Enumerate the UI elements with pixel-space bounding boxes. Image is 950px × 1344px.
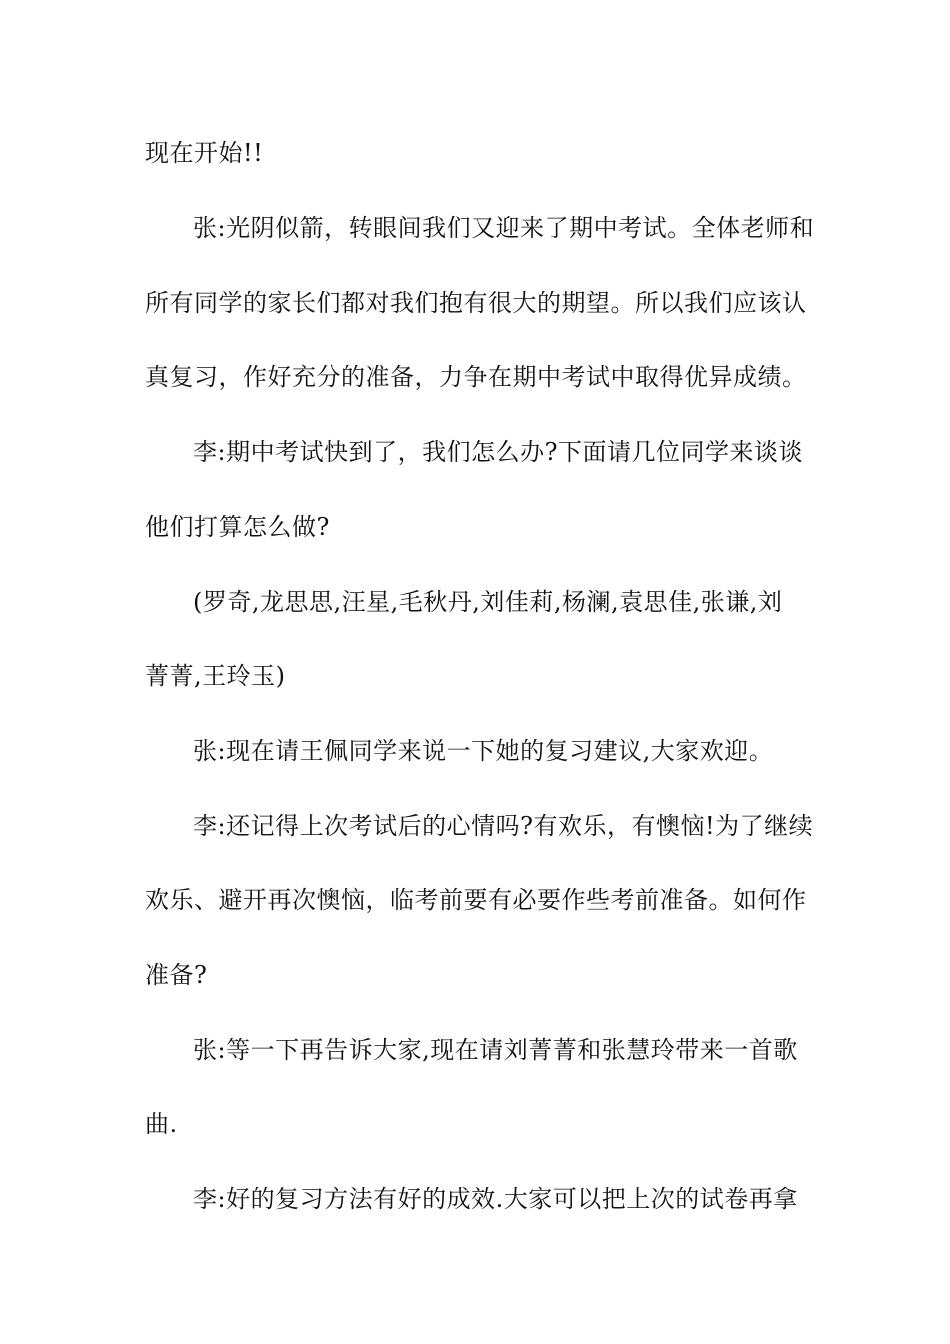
- text-line: 所有同学的家长们都对我们抱有很大的期望。所以我们应该认: [145, 289, 807, 317]
- text-line: 真复习，作好充分的准备，力争在期中考试中取得优异成绩。: [145, 363, 807, 391]
- text-line: 李:好的复习方法有好的成效.大家可以把上次的试卷再拿: [193, 1185, 798, 1213]
- text-line: 菁菁,王玲玉): [145, 662, 286, 690]
- text-line: 张:光阴似箭，转眼间我们又迎来了期中考试。全体老师和: [193, 214, 815, 242]
- text-line: 他们打算怎么做?: [145, 513, 330, 541]
- text-line: 李:还记得上次考试后的心情吗?有欢乐，有懊恼!为了继续: [193, 812, 814, 840]
- text-line: 准备?: [145, 961, 208, 989]
- text-line: 欢乐、避开再次懊恼，临考前要有必要作些考前准备。如何作: [145, 886, 807, 914]
- text-line: 现在开始!!: [145, 139, 264, 167]
- text-line: 张:现在请王佩同学来说一下她的复习建议,大家欢迎。: [193, 737, 774, 765]
- text-line: (罗奇,龙思思,汪星,毛秋丹,刘佳莉,杨澜,袁思佳,张谦,刘: [193, 588, 783, 616]
- text-line: 李:期中考试快到了，我们怎么办?下面请几位同学来谈谈: [193, 438, 803, 466]
- text-line: 张:等一下再告诉大家,现在请刘菁菁和张慧玲带来一首歌: [193, 1036, 798, 1064]
- text-line: 曲.: [145, 1110, 178, 1138]
